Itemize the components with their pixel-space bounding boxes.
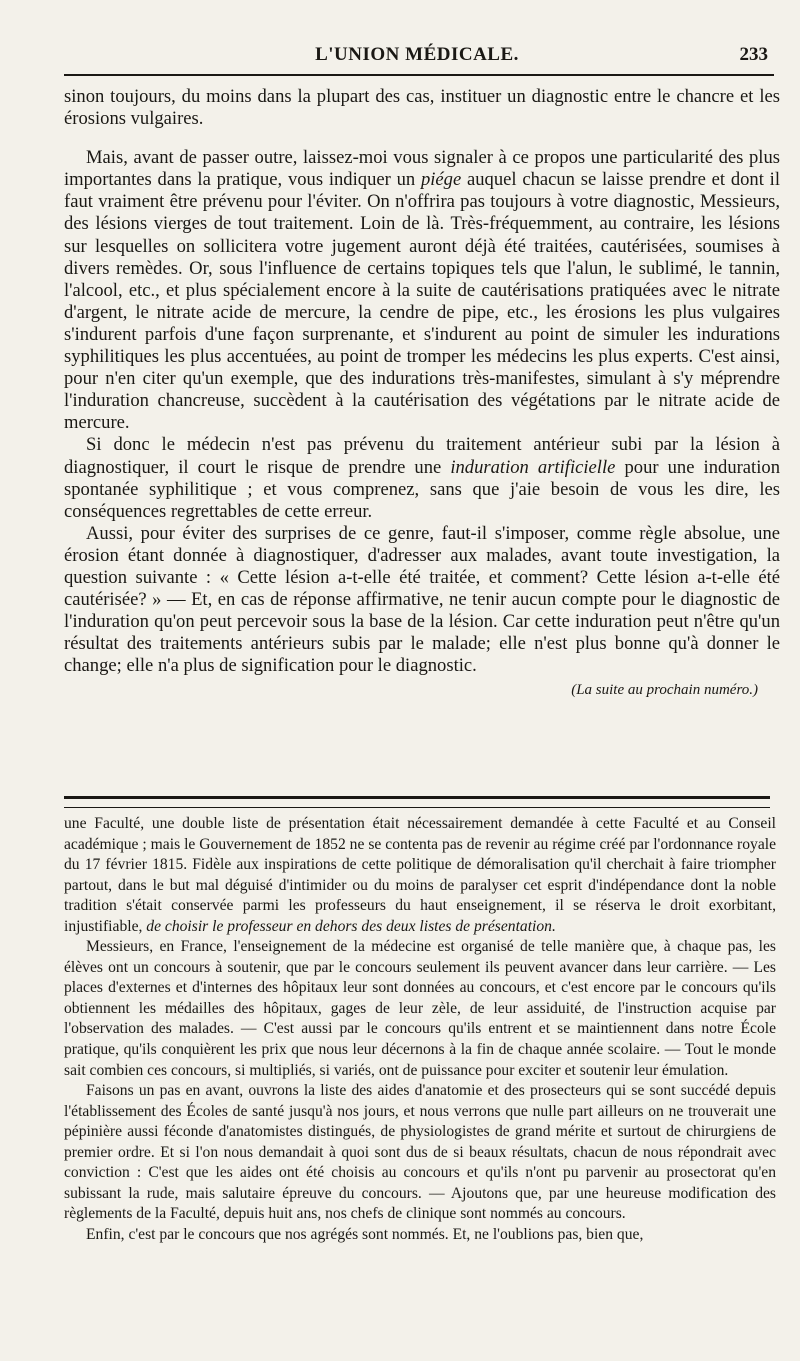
paragraph-text: Messieurs, en France, l'enseignement de la médecine est organisé de telle manière que, à chaque pas, les élèves ont un concours à soutenir, que par le concours seulement ils peuvent avancer dans leur carrière. — Les places d'externes et d'internes des hôpitaux leur sont données au concours, et c'est encore par le concours qu'ils obtiennent les médailles des hôpitaux, gages de leur zèle, de leur assiduité, de l'instruction acquise par l'observation des malades. — C'est aussi par le concours qu'ils entrent et se maintiennent dans notre École pratique, qu'ils conquièrent les prix que nous leur décernons à la fin de chaque année scolaire. — Tout le monde sait combien ces concours, si multipliés, si variés, ont de puissance pour exciter et soutenir leur émulation.: [64, 938, 776, 1079]
paragraph: [64, 147, 780, 434]
feuilleton-text: [64, 814, 776, 1245]
paragraph-text: Enfin, c'est par le concours que nos agrégés sont nommés. Et, ne l'oublions pas, bien que,: [86, 1225, 644, 1243]
section-divider: [64, 796, 770, 808]
page-number: 233: [739, 44, 768, 65]
paragraph: [64, 937, 776, 1081]
paragraph-text: Mais, avant de passer outre, laissez-moi vous signaler à ce propos une particularité des plus importantes dans la pratique, vous indiquer un: [64, 147, 780, 191]
paragraph: [64, 86, 780, 130]
lecture-text: [64, 86, 780, 702]
italic-term: induration artificielle: [450, 456, 616, 478]
italic-phrase: de choisir le professeur en dehors des deux listes de présentation.: [146, 917, 556, 935]
paragraph-text: Si donc le médecin n'est pas prévenu du traitement antérieur subi par la lésion à diagnostiquer, il court le risque de prendre une: [64, 434, 780, 478]
paragraph: [64, 523, 780, 678]
page-header: [64, 44, 770, 72]
paragraph: [64, 1225, 776, 1246]
paragraph-text: Aussi, pour éviter des surprises de ce genre, faut-il s'imposer, comme règle absolue, une érosion étant donnée à diagnostiquer, d'adresser aux malades, avant toute investigation, la question suivante : « Cette lésion a-t-elle été traitée, et comment? Cette lésion a-t-elle été cautérisée? » — Et, en cas de réponse affirmative, ne tenir aucun compte pour le diagnostic de l'induration qu'on peut percevoir sous la base de la lésion. Car cette induration peut n'être qu'un résultat des traitements antérieurs subis par le malade; elle n'est plus bonne qu'à donner le change; elle n'a plus de signification pour le diagnostic.: [64, 522, 780, 677]
paragraph: [64, 1081, 776, 1225]
paragraph-text: auquel chacun se laisse prendre et dont il faut vraiment être prévenu pour l'éviter. On n'offrira pas toujours à votre diagnostic, Messieurs, des lésions vierges de tout traitement. Loin de là. Très-fréquemment, au contraire, les lésions sur lesquelles on sollicitera votre jugement auront déjà été traitées, cautérisées, soumises à divers remèdes. Or, sous l'influence de certains topiques tels que l'alun, le sublimé, le tannin, l'alcool, etc., et plus spécialement encore à la suite de cautérisations pratiquées avec le nitrate d'argent, le nitrate acide de mercure, la cendre de pipe, etc., les érosions les plus vulgaires s'indurent parfois d'une façon surprenante, et s'indurent au point de simuler les indurations syphilitiques les plus accentuées, au point de tromper les médecins les plus experts. C'est ainsi, pour n'en citer qu'un exemple, que des indurations très-manifestes, simulant à s'y méprendre l'induration chancreuse, succèdent à la cautérisation des végétations par le nitrate acide de mercure.: [64, 169, 780, 434]
continuation-note: (La suite au prochain numéro.): [571, 682, 758, 699]
running-title: L'UNION MÉDICALE.: [315, 44, 519, 65]
paragraph: [64, 434, 780, 522]
paragraph-text: pour une induration spontanée syphilitique ; et vous comprenez, sans que j'aie besoin de vous les dire, les conséquences regrettables de cette erreur.: [64, 456, 780, 522]
header-rule: [64, 74, 774, 76]
paragraph-text: sinon toujours, du moins dans la plupart des cas, instituer un diagnostic entre le chancre et les érosions vulgaires.: [64, 86, 780, 130]
paragraph: [64, 814, 776, 937]
italic-term: piége: [420, 169, 462, 191]
paragraph-text: une Faculté, une double liste de présentation était nécessairement demandée à cette Faculté et au Conseil académique ; mais le Gouvernement de 1852 ne se contenta pas de revenir au régime créé par l'ordonnance royale du 17 février 1815. Fidèle aux inspirations de cette politique de démoralisation qu'il cherchait à faire triompher partout, dans le but mal déguisé d'intimider ou du moins de paralyser cet esprit d'indépendance dont la noble tradition s'était conservée parmi les professeurs du haut enseignement, il se réserva le droit exorbitant, injustifiable,: [64, 815, 776, 935]
paragraph-text: Faisons un pas en avant, ouvrons la liste des aides d'anatomie et des prosecteurs qui se sont succédé depuis l'établissement des Écoles de santé jusqu'à nos jours, et nous verrons que nulle part ailleurs on ne trouverait une pépinière aussi féconde d'anatomistes distingués, de physiologistes de grand mérite et surtout de chirurgiens de premier ordre. Et si l'on nous demandait à quoi sont dus de si beaux résultats, chacun de nous répondrait avec conviction : C'est que les aides ont été choisis au concours et qu'ils n'ont pu parvenir au prosectorat qu'en subissant la rude, mais salutaire épreuve du concours. — Ajoutons que, par une heureuse modification des règlements de la Faculté, depuis huit ans, nos chefs de clinique sont nommés au concours.: [64, 1082, 776, 1223]
